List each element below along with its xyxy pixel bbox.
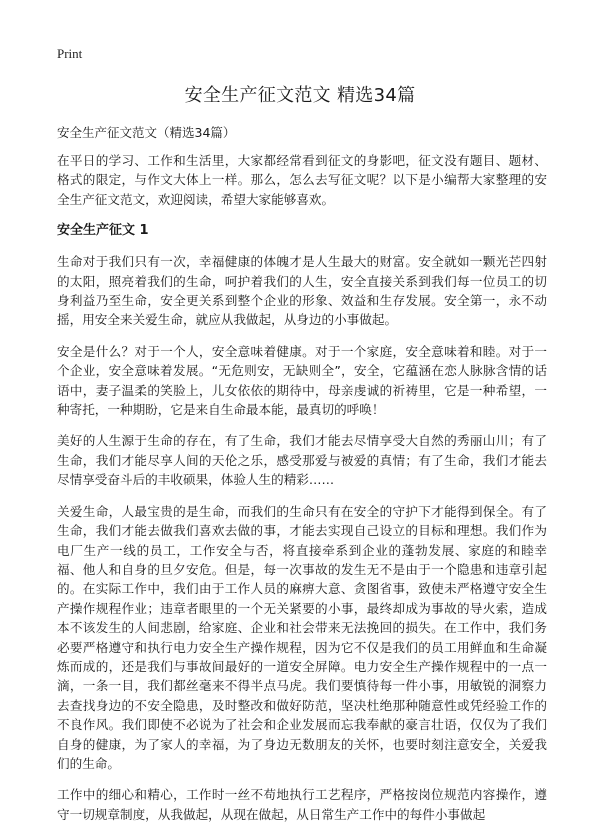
document-subtitle: 安全生产征文范文（精选34篇） [57,125,236,140]
print-link[interactable]: Print [57,46,83,61]
page-title: 安全生产征文范文 精选34篇 [184,85,416,106]
body-paragraph: 关爱生命，人最宝贵的是生命，而我们的生命只有在安全的守护下才能得到保全。有了生命，我们才能去做我们喜欢去做的事，才能去实现自己设立的目标和理想。我们作为电厂生产一线的员工，工作安全与否，将直接牵系到企业的蓬勃发展、家庭的和睦幸福、他人和自身的旦夕安危。但是，每一次事故的发生无不是由于一个隐患和违章引起的。在实际工作中，我们由于工作人员的麻痹大意、贪图省事，致使未严格遵守安全生产操作规程作业；违章者眼里的一个无关紧要的小事，最终却成为事故的导火索，造成本不该发生的人间悲剧，给家庭、企业和社会带来无法挽回的损失。在工作中，我们务必要严格遵守和执行电力安全生产操作规程，因为它不仅是我们的员工用鲜血和生命凝炼而成的，还是我们与事故间最好的一道安全屏障。电力安全生产操作规程中的一点一滴，一条一目，我们都丝毫来不得半点马虎。我们要慎待每一件小事，用敏锐的洞察力去查找身边的不安全隐患，及时整改和做好防范，坚决杜绝那种随意性或凭经验工作的不良作风。我们即使不必说为了社会和企业发展而忘我奉献的豪言壮语，仅仅为了我们自身的健康，为了家人的幸福，为了身边无数朋友的关怀，也要时刻注意安全，关爱我们的生命。 [57,503,547,771]
body-paragraph: 安全是什么？对于一个人，安全意味着健康。对于一个家庭，安全意味着和睦。对于一个企业，安全意味着发展。“无危则安，无缺则全”，安全，它蕴涵在恋人脉脉含情的话语中，妻子温柔的笑脸上，儿女依依的期待中，母亲虔诚的祈祷里，它是一种希望，一种寄托，一种期盼，它是来自生命最本能，最真切的呼唤！ [57,343,547,418]
body-paragraph: 工作中的细心和精心，工作时一丝不苟地执行工艺程序，严格按岗位规范内容操作，遵守一切规章制度，从我做起，从现在做起，从日常生产工作中的每件小事做起 [57,787,547,822]
document-body [57,151,547,836]
section-heading: 安全生产征文 1 [57,223,149,239]
body-paragraph: 美好的人生源于生命的存在，有了生命，我们才能去尽情享受大自然的秀丽山川；有了生命，我们才能尽享人间的天伦之乐，感受那爱与被爱的真情；有了生命，我们才能去尽情享受奋斗后的丰收硕果，体验人生的精彩…… [57,433,547,488]
body-paragraph: 生命对于我们只有一次，幸福健康的体魄才是人生最大的财富。安全就如一颗光芒四射的太阳，照亮着我们的生命，呵护着我们的人生，安全直接关系到我们每一位员工的切身利益乃至生命，安全更关系到整个企业的形象、效益和生存发展。安全第一，永不动摇，用安全来关爱生命，就应从我做起，从身边的小事做起。 [57,254,547,328]
intro-paragraph: 在平日的学习、工作和生活里，大家都经常看到征文的身影吧，征文没有题目、题材、格式的限定，与作文大体上一样。那么，怎么去写征文呢？以下是小编帮大家整理的安全生产征文范文，欢迎阅读，希望大家能够喜欢。 [57,153,547,207]
